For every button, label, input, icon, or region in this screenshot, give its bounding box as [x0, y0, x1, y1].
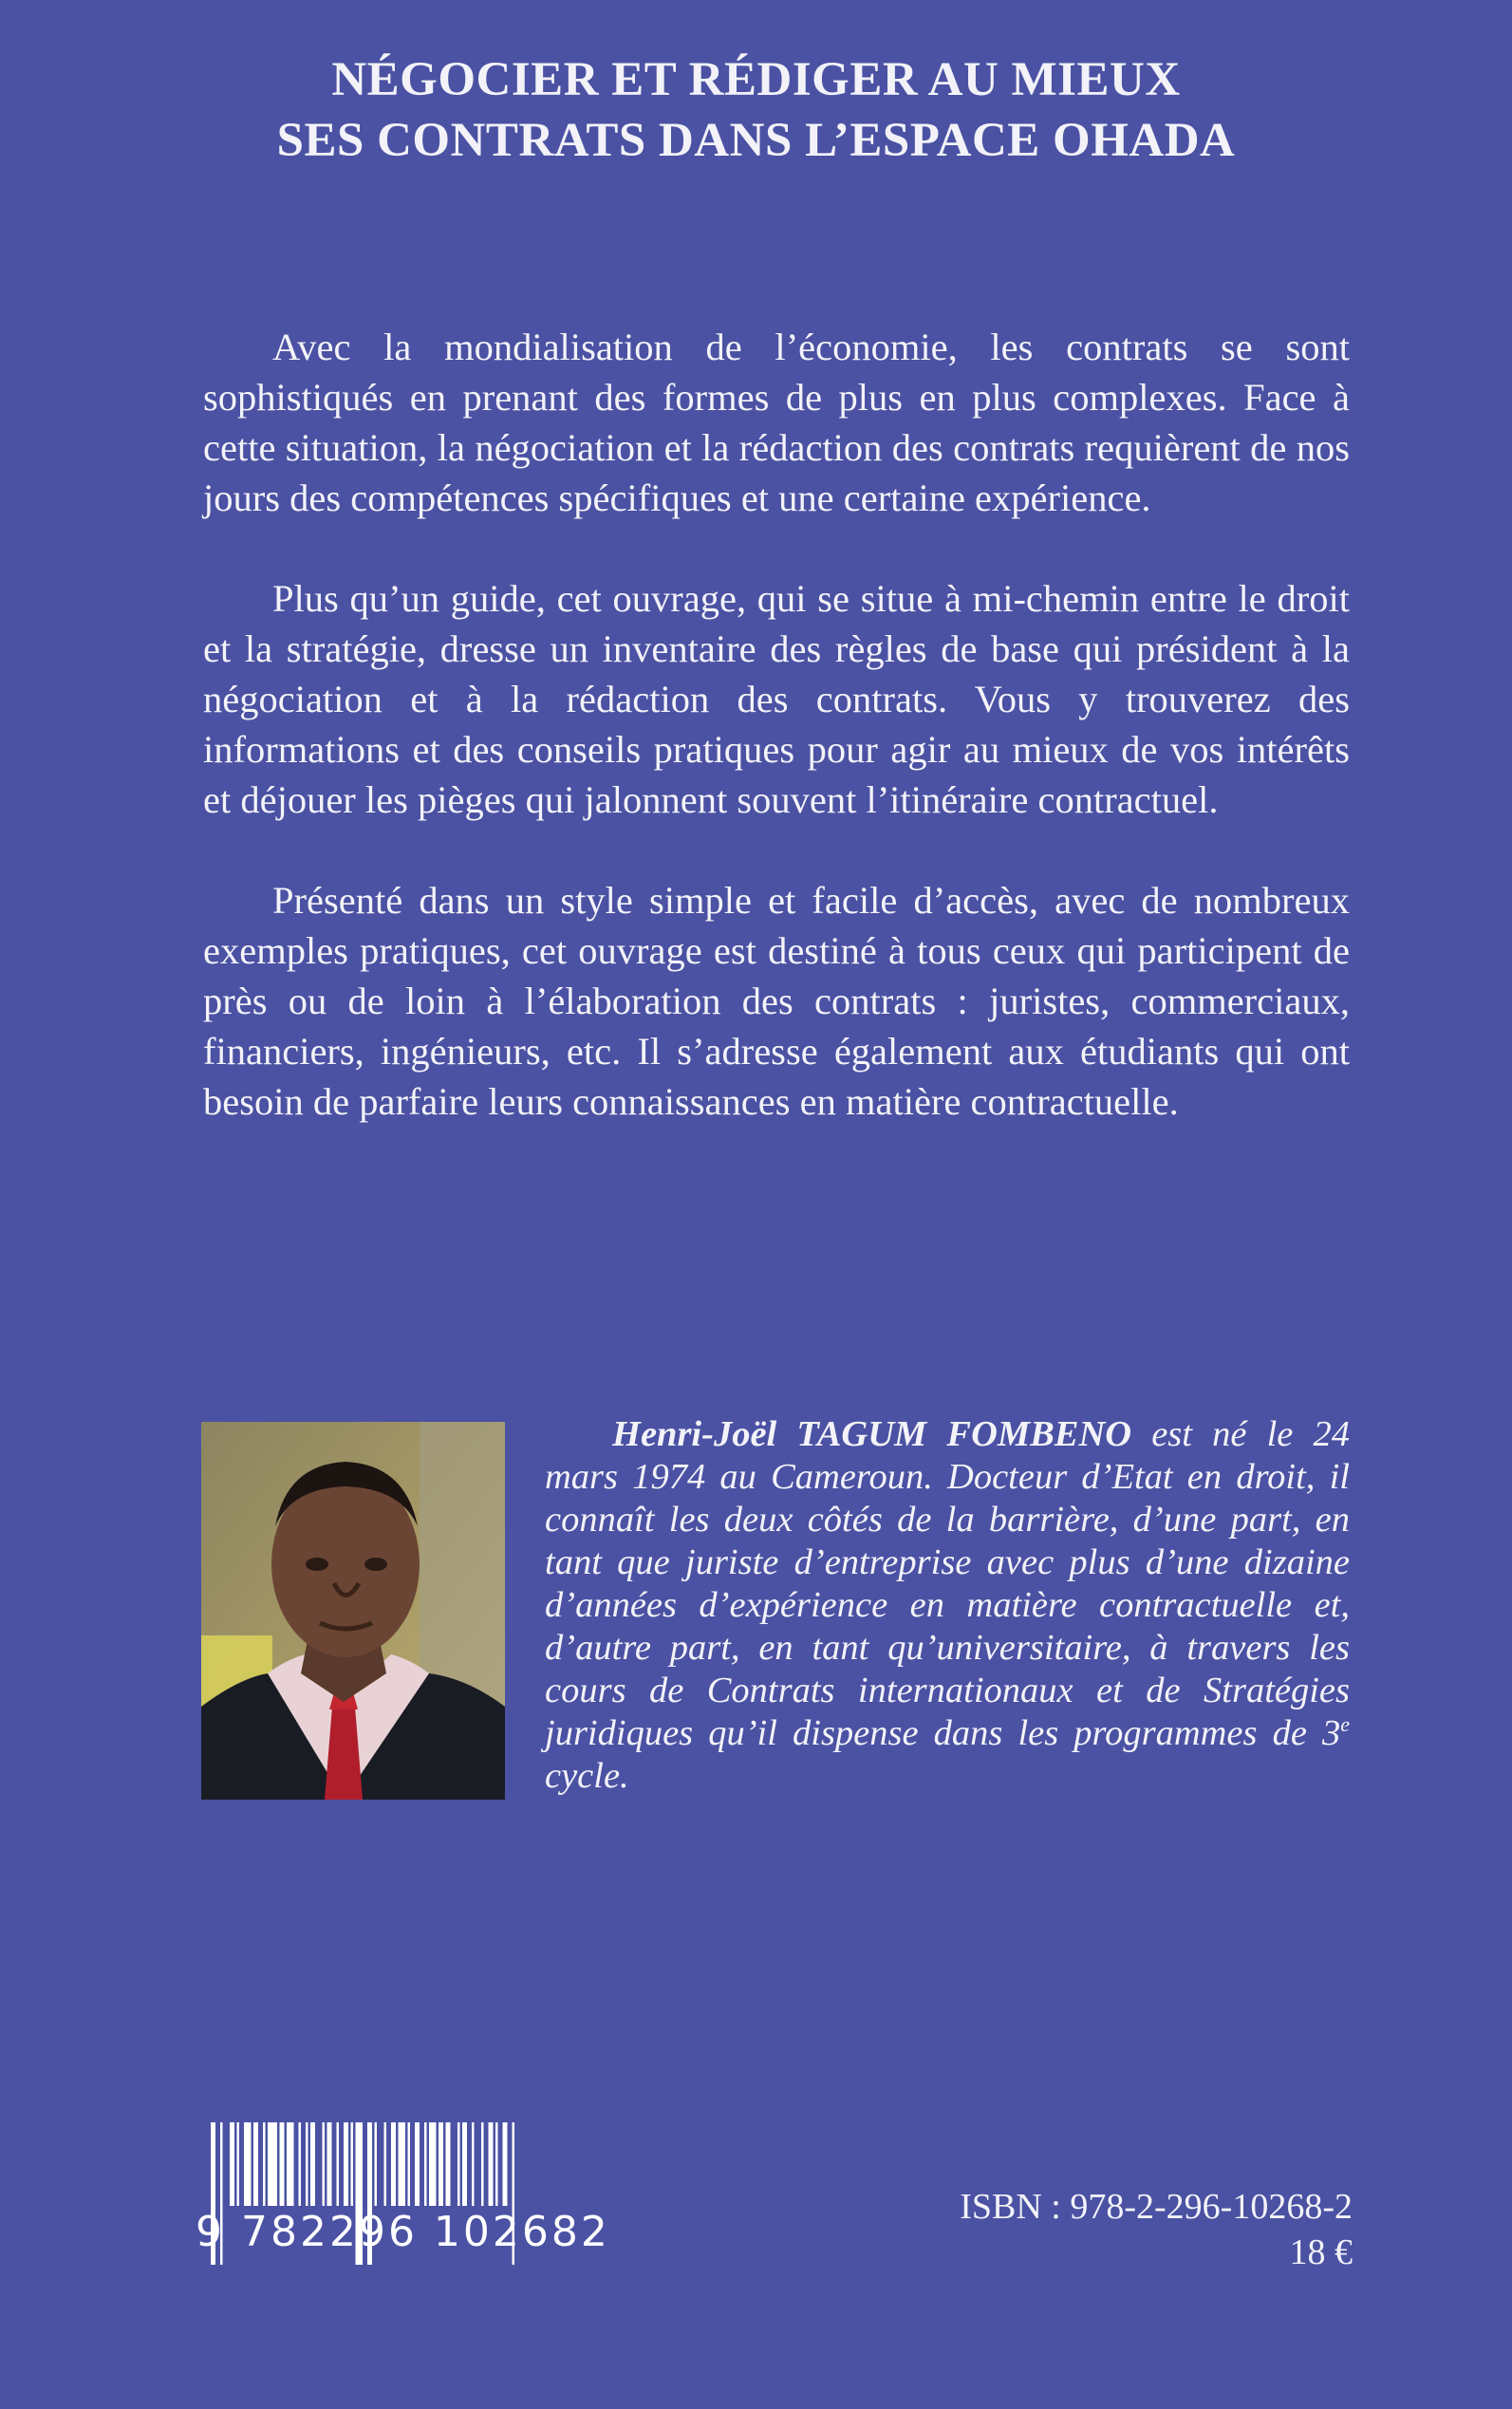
price: 18 €: [1289, 2232, 1353, 2272]
blurb-paragraph-1: Avec la mondialisation de l’économie, les contrats se sont sophistiqués en prenant des formes de plus en plus complexes. Face à cette situation, la négociation et la rédaction des contrats requièrent de nos jours des compétences spécifiques et une certaine expérience.: [203, 326, 1350, 519]
title-line-2: SES CONTRATS DANS L’ESPACE OHADA: [276, 114, 1236, 167]
isbn: ISBN : 978-2-296-10268-2: [960, 2187, 1353, 2227]
barcode-bar: [351, 2122, 354, 2206]
barcode-bar: [429, 2122, 437, 2206]
title-line-1: NÉGOCIER ET RÉDIGER AU MIEUX: [331, 53, 1181, 106]
author-bio-superscript: e: [1340, 1712, 1350, 1737]
barcode-bar: [287, 2122, 294, 2206]
barcode-bar: [337, 2122, 340, 2206]
barcode-bar: [310, 2122, 315, 2206]
barcode-bar: [384, 2122, 387, 2206]
barcode-bar: [280, 2122, 285, 2206]
blurb-paragraph-2: Plus qu’un guide, cet ouvrage, qui se situe à mi-chemin entre le droit et la stratégie, dresse un inventaire des règles de base qui président à la négociation et à la rédaction des contrats. Vous y trouverez des informations et des conseils pratiques pour agir au mieux de vos intérêts et déjouer les pièges qui jalonnent souvent l’itinéraire contractuel.: [203, 577, 1350, 821]
blurb: [203, 322, 1350, 1177]
blurb-paragraph-3: Présenté dans un style simple et facile d’accès, avec de nombreux exemples pratiques, cet ouvrage est destiné à tous ceux qui participent de près ou de loin à l’élaboration des contrats : juristes, commerciaux, financiers, ingénieurs, etc. Il s’adresse également aux étudiants qui ont besoin de parfaire leurs connaissances en matière contractuelle.: [203, 879, 1350, 1123]
barcode-bar: [230, 2122, 234, 2206]
barcode-bar: [481, 2122, 484, 2206]
barcode-bar: [399, 2122, 406, 2206]
barcode-bar: [323, 2122, 326, 2206]
barcode-bar: [489, 2122, 494, 2206]
barcode-bar: [344, 2122, 348, 2206]
barcode-bar: [391, 2122, 396, 2206]
barcode-bar: [327, 2122, 332, 2206]
author-bio: [545, 1413, 1350, 1798]
barcode-bar: [263, 2122, 266, 2206]
author-photo: [201, 1422, 505, 1800]
barcode-bar: [408, 2122, 411, 2206]
barcode-bar: [503, 2122, 508, 2206]
barcode-bar: [415, 2122, 420, 2206]
barcode-bar: [462, 2122, 467, 2206]
barcode-bar: [253, 2122, 258, 2206]
barcode-bar: [439, 2122, 443, 2206]
author-bio-end: cycle.: [545, 1756, 629, 1796]
barcode-bar: [446, 2122, 451, 2206]
barcode-bar: [495, 2122, 498, 2206]
barcode-bar: [306, 2122, 308, 2206]
barcode-bar: [472, 2122, 475, 2206]
barcode-bar: [244, 2122, 252, 2206]
author-bio-text: est né le 24 mars 1974 au Cameroun. Docteur d’Etat en droit, il connaît les deux côtés de la barrière, d’une part, en tant que juriste d’entreprise avec plus d’une dizaine d’années d’expérience en matière contractuelle et, d’autre part, en tant qu’universitaire, à travers les cours de Contrats internationaux et de Stratégies juridiques qu’il dispense dans les programmes de 3: [545, 1414, 1351, 1753]
barcode-bar: [457, 2122, 460, 2206]
barcode-bar: [268, 2122, 277, 2206]
barcode-bar: [299, 2122, 302, 2206]
barcode-digits: 9 782296 102682: [196, 2208, 610, 2256]
author-name: Henri-Joël TAGUM FOMBENO: [612, 1414, 1132, 1454]
barcode-bar: [375, 2122, 378, 2206]
barcode-bar: [237, 2122, 240, 2206]
book-title: [0, 49, 1512, 171]
barcode-bar: [424, 2122, 427, 2206]
